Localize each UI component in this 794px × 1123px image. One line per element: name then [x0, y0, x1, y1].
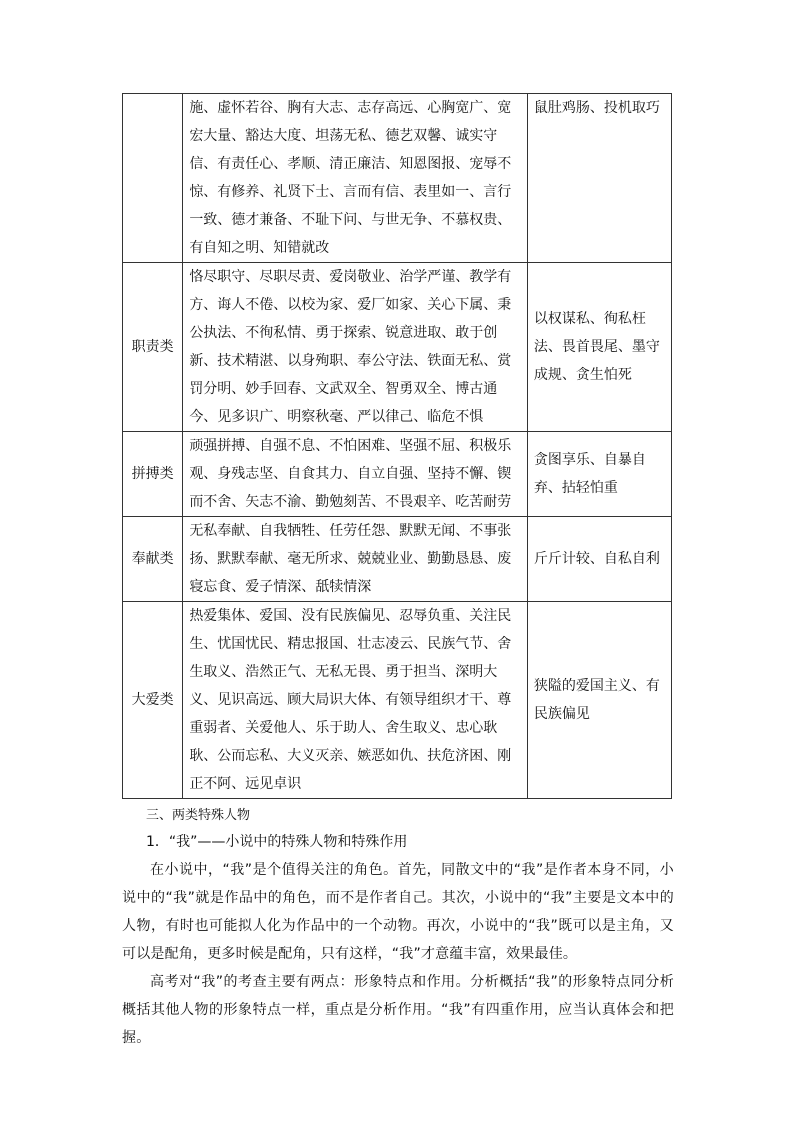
category-cell [123, 94, 183, 263]
table-row [123, 602, 672, 799]
subsection-heading: 1．“我”——小说中的特殊人物和特殊作用 [146, 834, 408, 850]
category-cell: 奉献类 [123, 517, 183, 602]
table-row [123, 517, 672, 602]
negative-traits-cell: 鼠肚鸡肠、投机取巧 [527, 94, 671, 263]
section-heading: 三、两类特殊人物 [146, 808, 251, 823]
category-cell: 大爱类 [123, 602, 183, 799]
table-row [123, 432, 672, 517]
negative-traits-cell: 狭隘的爱国主义、有民族偏见 [527, 602, 671, 799]
body-paragraph: 在小说中，“我”是个值得关注的角色。首先，同散文中的“我”是作者本身不同，小说中的“我”就是作品中的角色，而不是作者自己。其次，小说中的“我”主要是文本中的人物，有时也可能拟人化为作品中的一个动物。再次，小说中的“我”既可以是主角，又可以是配角，更多时候是配角，只有这样，“我”才意蕴丰富，效果最佳。 [122, 862, 674, 962]
body-paragraph: 高考对“我”的考查主要有两点：形象特点和作用。分析概括“我”的形象特点同分析概括其他人物的形象特点一样，重点是分析作用。“我”有四重作用，应当认真体会和把握。 [122, 974, 674, 1046]
table-row [123, 94, 672, 263]
negative-traits-cell: 斤斤计较、自私自利 [527, 517, 671, 602]
negative-traits-cell: 贪图享乐、自暴自弃、拈轻怕重 [527, 432, 671, 517]
positive-traits-cell: 顽强拼搏、自强不息、不怕困难、坚强不屈、积极乐观、身残志坚、自食其力、自立自强、坚持不懈、锲而不舍、矢志不渝、勤勉刻苦、不畏艰辛、吃苦耐劳 [183, 432, 528, 517]
positive-traits-cell: 恪尽职守、尽职尽责、爱岗敬业、治学严谨、教学有方、诲人不倦、以校为家、爱厂如家、关心下属、秉公执法、不徇私情、勇于探索、锐意进取、敢于创新、技术精湛、以身殉职、奉公守法、铁面无私、赏罚分明、妙手回春、文武双全、智勇双全、博古通今、见多识广、明察秋毫、严以律己、临危不惧 [183, 263, 528, 432]
character-traits-table [122, 93, 672, 799]
positive-traits-cell: 施、虚怀若谷、胸有大志、志存高远、心胸宽广、宽宏大量、豁达大度、坦荡无私、德艺双馨、诚实守信、有责任心、孝顺、清正廉洁、知恩图报、宠辱不惊、有修养、礼贤下士、言而有信、表里如一、言行一致、德才兼备、不耻下问、与世无争、不慕权贵、有自知之明、知错就改 [183, 94, 528, 263]
positive-traits-cell: 无私奉献、自我牺牲、任劳任怨、默默无闻、不事张扬、默默奉献、毫无所求、兢兢业业、勤勤恳恳、废寝忘食、爱子情深、舐犊情深 [183, 517, 528, 602]
table-row [123, 263, 672, 432]
positive-traits-cell: 热爱集体、爱国、没有民族偏见、忍辱负重、关注民生、忧国忧民、精忠报国、壮志凌云、民族气节、舍生取义、浩然正气、无私无畏、勇于担当、深明大义、见识高远、顾大局识大体、有领导组织才干、尊重弱者、关爱他人、乐于助人、舍生取义、忠心耿耿、公而忘私、大义灭亲、嫉恶如仇、扶危济困、刚正不阿、远见卓识 [183, 602, 528, 799]
category-cell: 拼搏类 [123, 432, 183, 517]
category-cell: 职责类 [123, 263, 183, 432]
negative-traits-cell: 以权谋私、徇私枉法、畏首畏尾、墨守成规、贪生怕死 [527, 263, 671, 432]
